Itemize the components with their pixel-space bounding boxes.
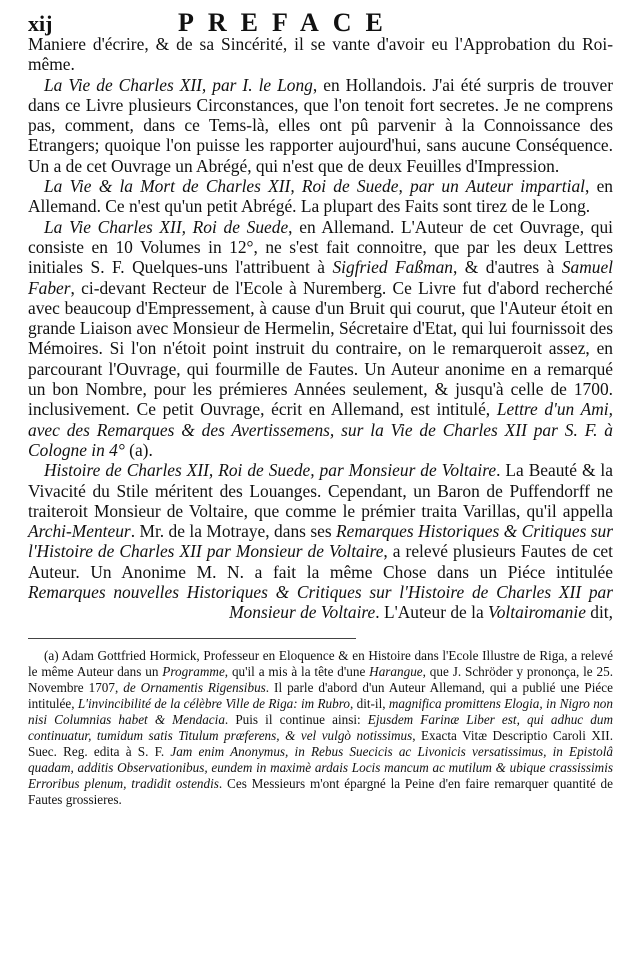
italic-text-run: Harangue	[369, 663, 423, 679]
italic-text-run: L'invincibilité de la célèbre Ville de Riga: im Rubro	[77, 695, 350, 711]
text-run: . L'Auteur de la	[375, 602, 489, 623]
text-run: . Mr. de la Motraye, dans ses	[130, 521, 337, 542]
italic-text-run: Programme	[162, 663, 225, 679]
text-run: . Puis il continue ainsi:	[224, 711, 368, 727]
text-run: , en Allemand. Ce n'est qu'un petit Abrégé. La plupart des Faits sont tirez de le Long.	[28, 176, 613, 217]
text-run: Maniere d'écrire, & de sa Sincérité, il se vante d'avoir eu l'Approbation du Roi-même.	[28, 34, 613, 75]
italic-text-run: de Ornamentis Rigensibus	[123, 679, 266, 695]
paragraph	[28, 460, 613, 622]
text-run: , en Allemand. L'Auteur de cet Ouvrage, qui consiste en 10 Volumes in 12°, ne s'est fait connoitre, que par les deux Lettres initiales S. F. Quelques-uns l'attribuent à	[28, 216, 613, 278]
body-text	[28, 34, 613, 623]
paragraph	[28, 176, 613, 217]
italic-text-run: Voltairomanie	[488, 602, 586, 623]
text-run: , qu'il a mis à la tête d'une	[224, 663, 370, 679]
italic-text-run: Lettre d'un Ami, avec des Remarques & des Avertissemens, sur la Vie de Charles XII par S. F. à Cologne in 4°	[28, 399, 613, 460]
italic-text-run: La Vie & la Mort de Charles XII, Roi de Suede, par un Auteur impartial	[44, 176, 585, 197]
italic-text-run: Histoire de Charles XII, Roi de Suede, par Monsieur de Voltaire	[44, 460, 497, 481]
footnote	[28, 648, 613, 808]
italic-text-run: magnifica promittens Elogia, in Nigro non nisi Columnias habet & Mendacia	[28, 695, 613, 727]
italic-text-run: Remarques nouvelles Historiques & Critiques sur l'Histoire de Charles XII par Monsieur de Voltaire	[28, 582, 613, 623]
text-run: (a) Adam Gottfried Hormick, Professeur en Eloquence & en Histoire dans l'Ecole Illustre de Riga, a relevé le même Auteur dans un	[28, 647, 613, 679]
italic-text-run: Ejusdem Farinæ Liber est, qui adhuc dum continuatur, tumidum satis Titulum præferens, & vel vulgò notissimus	[28, 711, 613, 743]
italic-text-run: Remarques Historiques & Critiques sur l'Histoire de Charles XII par Monsieur de Voltaire	[28, 521, 613, 562]
italic-text-run: Jam enim Anonymus, in Rebus Suecicis ac Livonicis versatissimus, in Epistolâ quadam, additis Observationibus, eundem in maximè ardais Locis mancum ac mutilum & ubique crassissimis Erroribus plenum, tradidit ostendis	[28, 743, 613, 791]
italic-text-run: Sigfried Faßman	[332, 257, 453, 278]
page-header	[28, 8, 613, 37]
italic-text-run: La Vie Charles XII, Roi de Suede	[44, 216, 289, 237]
text-run: (a).	[124, 439, 153, 460]
text-run: . La Beauté & la Vivacité du Stile méritent des Louanges. Cependant, un Baron de Puffendorff ne traiteroit Monsieur de Voltaire, que comme le prémier traita Varillas, qu'il appella	[28, 460, 613, 521]
italic-text-run: Samuel Faber	[28, 257, 613, 298]
text-run: , que J. Schröder y prononça, le 25. Novembre 1707,	[28, 663, 613, 695]
text-run: , a relevé plusieurs Fautes de cet Auteur. Un Anonime M. N. a fait la même Chose dans un Piéce intitulée	[28, 541, 613, 582]
paragraph	[28, 75, 613, 176]
page-number: xij	[28, 11, 53, 36]
paragraph	[28, 34, 613, 75]
text-run: , Exacta Vitæ Descriptio Caroli XII. Suec. Reg. edita à S. F.	[28, 727, 613, 759]
paragraph	[28, 217, 613, 461]
text-run: , & d'autres à	[452, 257, 562, 278]
text-run: . Il parle d'abord d'un Auteur Allemand, qui a publié une Piéce intitulée,	[28, 679, 613, 711]
text-run: . Ces Messieurs m'ont épargné la Peine d'en faire remarquer quantité de Fautes grossieres.	[28, 775, 613, 807]
text-run: , ci-devant Recteur de l'Ecole à Nuremberg. Ce Livre fut d'abord recherché avec beaucoup d'Empressement, à cause d'un Bruit qui courut, que l'Auteur étoit en grande Liaison avec Monsieur de Hermelin, Sécretaire d'Etat, qui lui fournissoit des Mémoires. Si l'on n'étoit point instruit du contraire, on le remarqueroit assez, en parcourant l'Ouvrage, qui fourmille de Fautes. Un Auteur anonime en a remarqué un bon Nombre, pour les prémieres Années seulement, & jusqu'à celle de 1700. inclusivement. Ce petit Ouvrage, écrit en Allemand, est intitulé,	[28, 277, 613, 420]
italic-text-run: Archi-Menteur	[28, 521, 131, 542]
footnote-divider	[28, 638, 356, 639]
italic-text-run: La Vie de Charles XII, par I. le Long	[44, 74, 313, 95]
running-title: PREFACE	[178, 8, 397, 37]
text-run: , dit-il,	[349, 695, 389, 711]
text-run: dit,	[585, 602, 613, 623]
text-run: , en Hollandois. J'ai été surpris de trouver dans ce Livre plusieurs Circonstances, que l'on tenoit fort secretes. Je ne comprens pas, comment, dans ce Tems-là, elles ont pû parvenir à la Connoissance des Etrangers; quoique l'on puisse les rapporter aujourd'hui, sans aucune Conséquence. Un a de cet Ouvrage un Abrégé, qui n'est que de deux Feuilles d'Impression.	[28, 74, 613, 176]
